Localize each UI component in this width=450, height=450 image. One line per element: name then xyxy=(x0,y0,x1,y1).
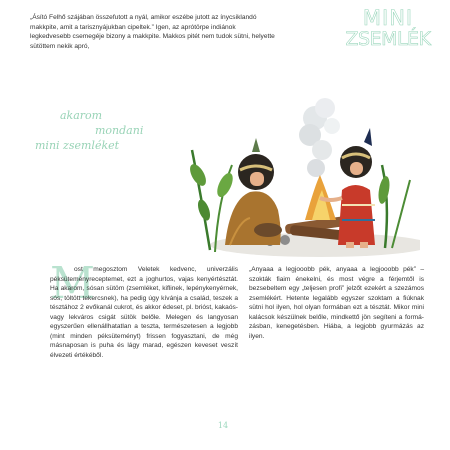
text-column-right xyxy=(249,265,424,341)
handwriting-line-1: akarom xyxy=(60,109,103,122)
intro-quote: „Ásító Felhő szájában összefutott a nyál, amikor eszébe jutott az ínycsiklandó makkpite, amit a tarisznyájukban cipeltek.” Igen, az aprótörpe indiánok legkedvesebb csemegéje bizony a makkpite. Makkos pitét nem tudok sütni, helyette sütöttem nekik apró, xyxy=(30,14,275,50)
page-number: 14 xyxy=(217,421,229,430)
handwriting-line-3: mini zsemléket xyxy=(35,139,120,152)
campfire-illustration xyxy=(170,80,420,265)
left-column-text: ost megosztom Veletek kedvenc, univerzális péksüteményreceptemet, ezt a joghurtos, vajas kenyértésztát. Ha akarom, sósan sütöm (zsemléket, kiflinek, lepénykenyérnek, sós, töltött tekercsnek), ha pedig úgy kívánja a család, teszek a tésztához 2 evőkanál cukrot, és akkor édeset, pl. brióst, kakaós- vagy lekváros csigát sütök belőle. Melegen és langyosan egyszerűen ellenállhatatlan a teszta, természetesen a legjobb (mint minden péksüteményt) frissen fogyasztani, de még másnaposan is puha és lágy marad, egészen keveset veszít élvezeti értékéből. xyxy=(50,266,238,359)
smoke xyxy=(299,98,340,177)
left-child xyxy=(225,138,282,245)
drop-cap: M xyxy=(50,258,96,309)
title-line-2: ZSEMLÉK xyxy=(345,28,431,50)
recipe-title xyxy=(340,8,436,50)
text-column-left xyxy=(50,265,238,360)
title-line-1: MINI xyxy=(362,6,414,30)
handwriting-line-2: mondani xyxy=(95,124,144,137)
right-column-text: „Anyaaa a legjooobb pék, anyaaa a legjooobb pék” – szokták fiaim énekelni, és most végre a férjemtől is bezsebeltem egy „teljesen profi” jelzőt ezekért a szezámos zsemlékért. Hetente legalább egyszer szoktam a fiúknak sütni hol ilyen, hol olyan formában ezt a tésztát. Mikor mini kalácsok készülnek belőle, mindkettő jön segíteni a formázásban, kenegetésben. Hiába, a legjobb gyurmázás az ilyen. xyxy=(249,266,424,340)
